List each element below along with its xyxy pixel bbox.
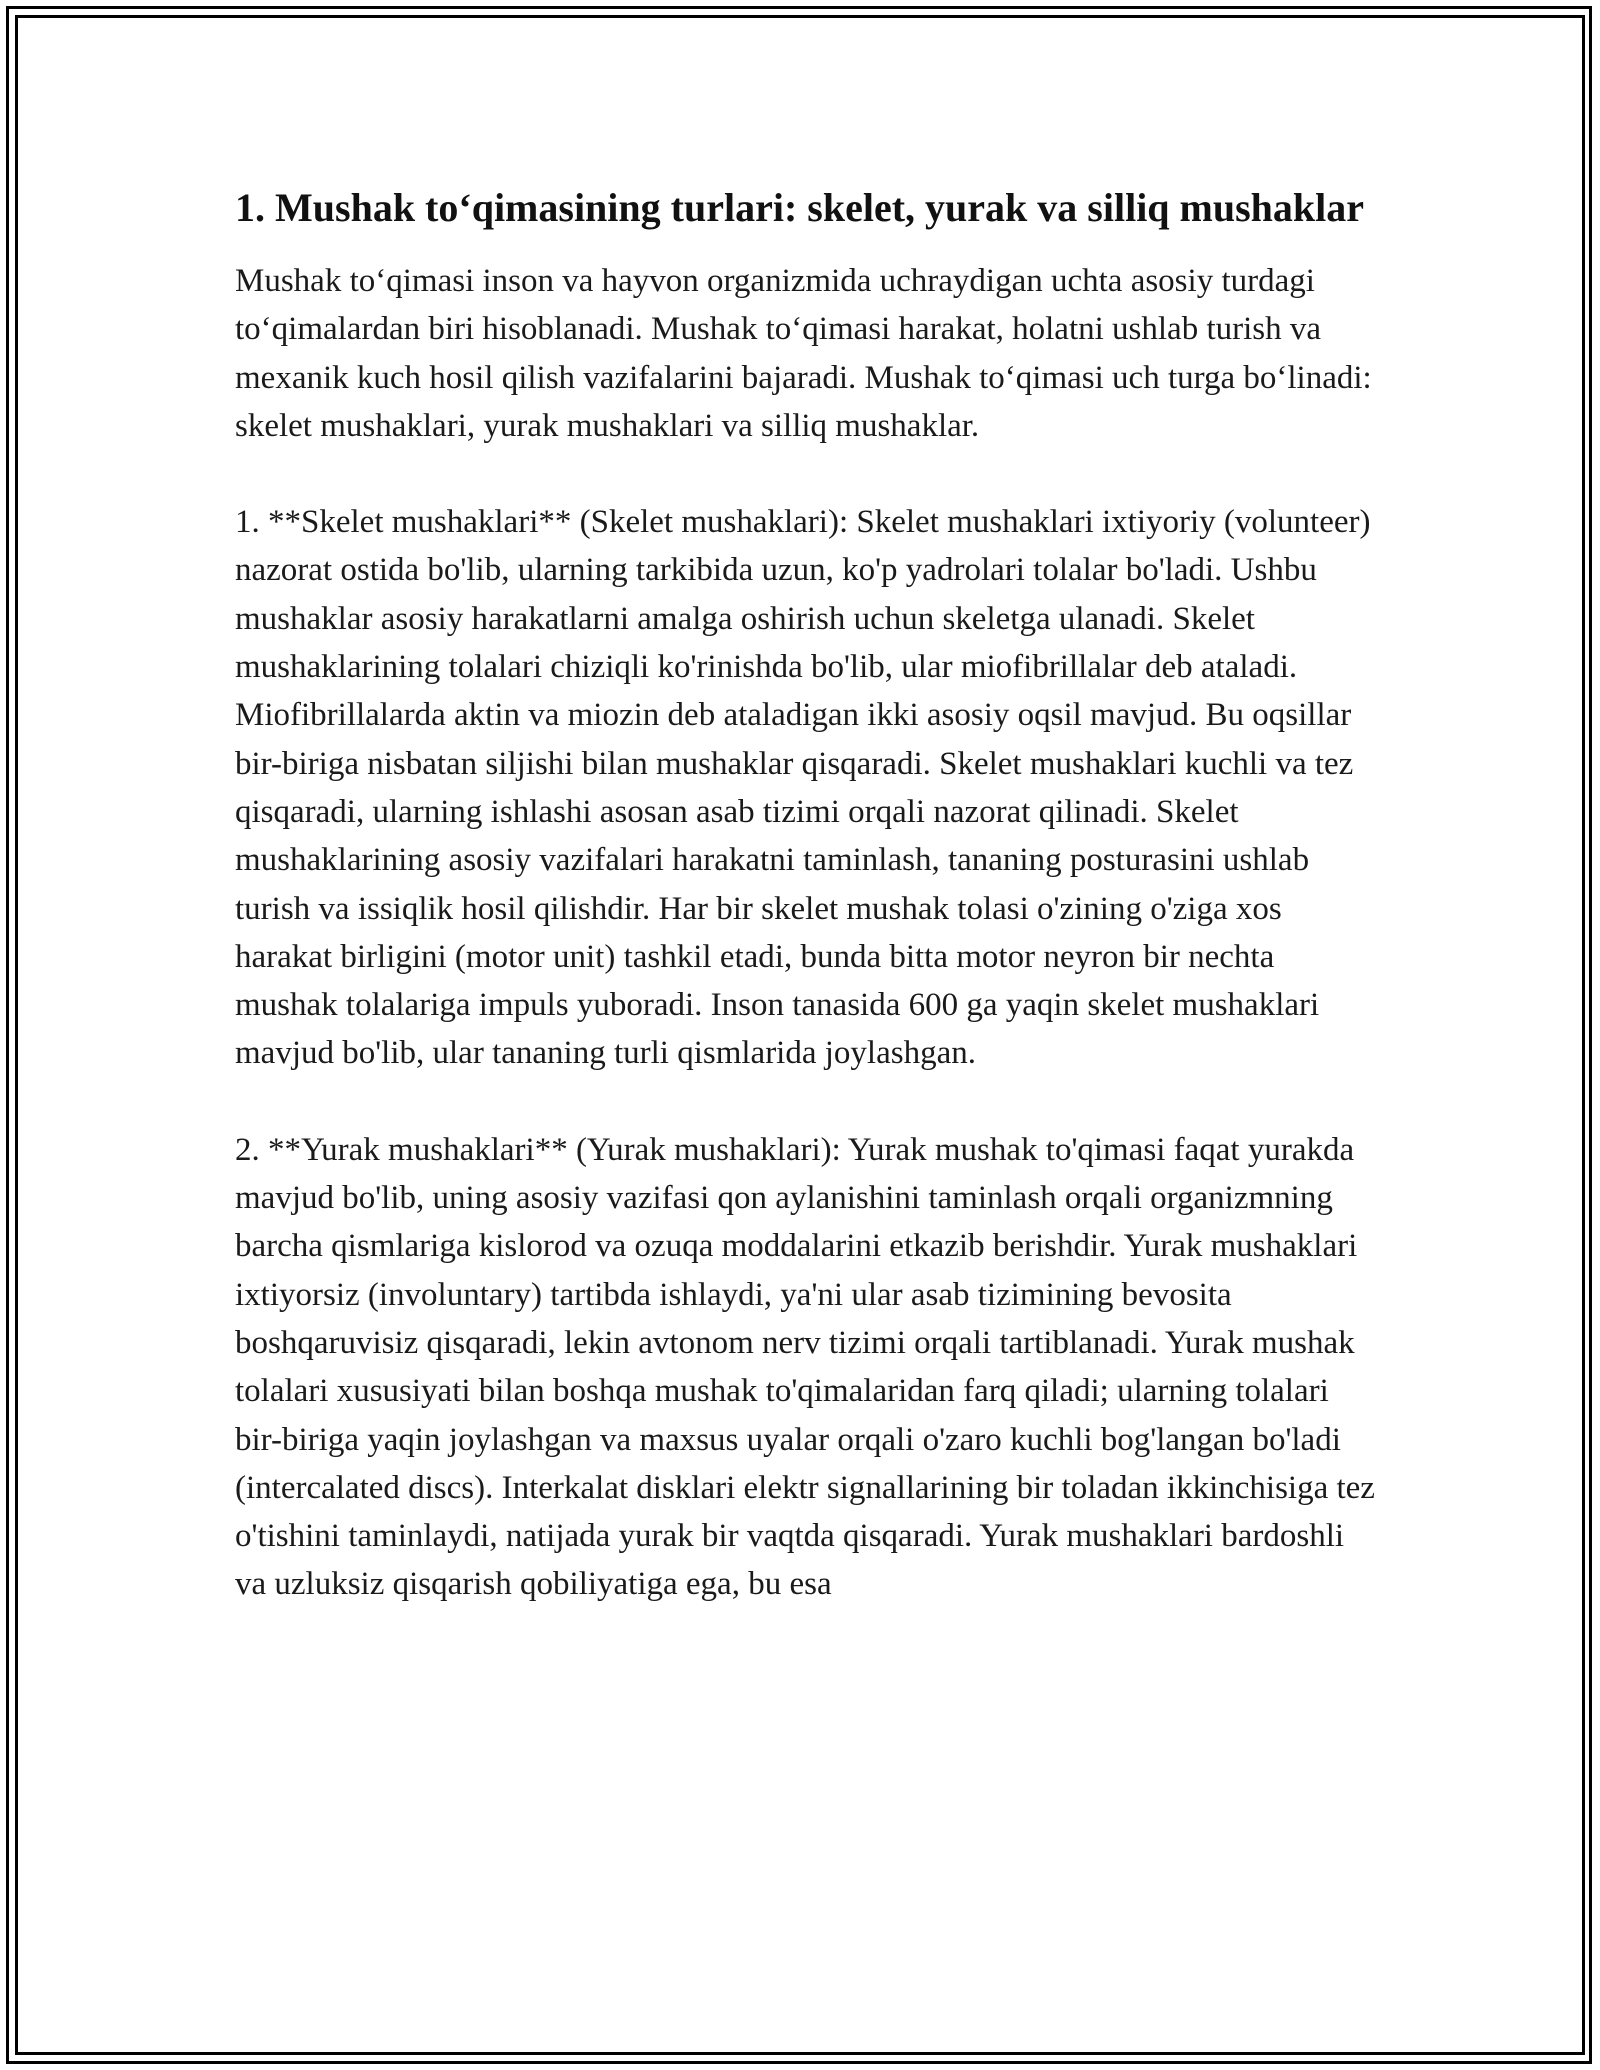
paragraph-cardiac-muscle: 2. **Yurak mushaklari** (Yurak mushaklari): Yurak mushak to'qimasi faqat yurakda mavjud bo'lib, uning asosiy vazifasi qon aylanishini taminlash orqali organizmning barcha qismlariga kislorod va ozuqa moddalarini etkazib berishdir. Yurak mushaklari ixtiyorsiz (involuntary) tartibda ishlaydi, ya'ni ular asab tizimining bevosita boshqaruvisiz qisqaradi, lekin avtonom nerv tizimi orqali tartiblanadi. Yurak mushak tolalari xususiyati bilan boshqa mushak to'qimalaridan farq qiladi; ularning tolalari bir-biriga yaqin joylashgan va maxsus uyalar orqali o'zaro kuchli bog'langan bo'ladi (intercalated discs). Interkalat disklari elektr signallarining bir toladan ikkinchisiga tez o'tishini taminlaydi, natijada yurak bir vaqtda qisqaradi. Yurak mushaklari bardoshli va uzluksiz qisqarish qobiliyatiga ega, bu esa xyxy=(235,1131,1384,1603)
document-body xyxy=(235,180,1384,1609)
paragraph-skeletal-muscle: 1. **Skelet mushaklari** (Skelet mushaklari): Skelet mushaklari ixtiyoriy (volunteer) nazorat ostida bo'lib, ularning tarkibida uzun, ko'p yadrolari tolalar bo'ladi. Ushbu mushaklar asosiy harakatlarni amalga oshirish uchun skeletga ulanadi. Skelet mushaklarining tolalari chiziqli ko'rinishda bo'lib, ular miofibrillalar deb ataladi. Miofibrillalarda aktin va miozin deb ataladigan ikki asosiy oqsil mavjud. Bu oqsillar bir-biriga nisbatan siljishi bilan mushaklar qisqaradi. Skelet mushaklari kuchli va tez qisqaradi, ularning ishlashi asosan asab tizimi orqali nazorat qilinadi. Skelet mushaklarining asosiy vazifalari harakatni taminlash, tananing posturasini ushlab turish va issiqlik hosil qilishdir. Har bir skelet mushak tolasi o'zining o'ziga xos harakat birligini (motor unit) tashkil etadi, bunda bitta motor neyron bir nechta mushak tolalariga impuls yuboradi. Inson tanasida 600 ga yaqin skelet mushaklari mavjud bo'lib, ular tananing turli qismlarida joylashgan. xyxy=(235,504,1379,1072)
paragraph-intro: Mushak to‘qimasi inson va hayvon organizmida uchraydigan uchta asosiy turdagi to‘qimalardan biri hisoblanadi. Mushak to‘qimasi harakat, holatni ushlab turish va mexanik kuch hosil qilish vazifalarini bajaradi. Mushak to‘qimasi uch turga bo‘linadi: skelet mushaklari, yurak mushaklari va silliq mushaklar. xyxy=(235,263,1380,444)
document-title: 1. Mushak to‘qimasining turlari: skelet, yurak va silliq mushaklar xyxy=(235,185,1365,230)
